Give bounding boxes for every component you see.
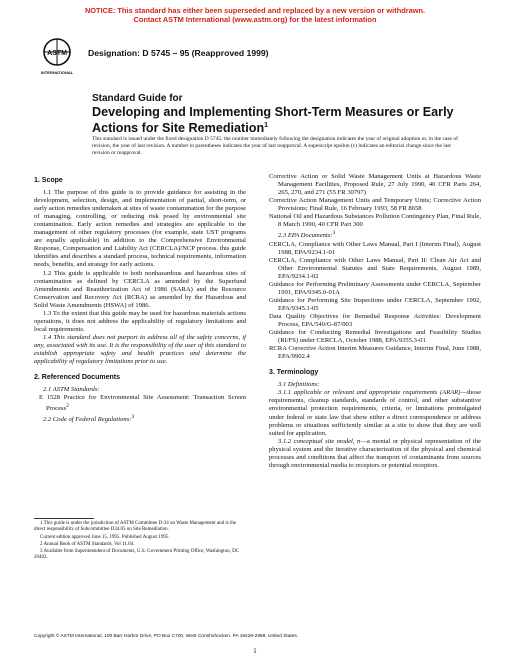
- epa-ref-6: Guidance for Conducting Remedial Investigations and Feasibility Studies (RI/FS) under CERCLA, October 1988, EPA/9355.3-01: [269, 329, 481, 345]
- footnote-1: 1 This guide is under the jurisdiction of ASTM Committee D-34 on Waste Management and is the direct responsibility of Subcommittee D34.05 on Site Remediation.: [34, 521, 237, 533]
- footnotes: [34, 518, 246, 563]
- svg-text:ASTM: ASTM: [47, 50, 67, 57]
- title-line-3-text: Actions for Site Remediation: [92, 121, 265, 136]
- term-3-1-1-text: —those requirements, cleanup standards, standards of control, and other substantive environmental protection requirements, criteria, or limitations promulgated under federal or state law that show either a direct correspondence or address problems or situations sufficiently similar at a site to show that they are well suited for application.: [269, 389, 481, 437]
- designation: Designation: D 5745 – 95 (Reapproved 1999): [88, 48, 269, 58]
- cfr-ref-1: Corrective Action or Solid Waste Management Units at Hazardous Waste Management Facilities, Proposed Rule, 27 July 1990, 40 CFR Parts 264, 265, 270, and 271 (55 FR 30797): [269, 173, 481, 197]
- ref-2-2-text: 2.2 Code of Federal Regulations:: [43, 416, 132, 424]
- scope-1-4: 1.4 This standard does not purport to address all of the safety concerns, if any, associated with its use. It is the responsibility of the user of this standard to establish appropriate safety and health practices and determine the applicability of regulatory limitations prior to use.: [34, 333, 246, 366]
- epa-heading-mark: 3: [332, 230, 336, 237]
- epa-ref-2: CERCLA, Compliance with Other Laws Manual, Part II: Clean Air Act and Other Environmental Statutes and State Requirements, August 1989, EPA/9234.1-02: [269, 256, 481, 280]
- epa-ref-4: Guidance for Performing Site Inspections under CERCLA, September 1992, EPA/9345.1-05: [269, 296, 481, 312]
- notice-line-1: NOTICE: This standard has either been superseded and replaced by a new version or withdrawn.: [84, 6, 426, 15]
- term-3-1-1: [269, 389, 481, 437]
- title-block: [92, 93, 472, 135]
- copyright: Copyright © ASTM International, 100 Barr Harbor Drive, PO Box C700, West Conshohocken, PA 19428-2959, United States.: [34, 634, 299, 639]
- scope-1-3: 1.3 To the extent that this guide may be used for hazardous materials actions operations, it does not address the applicability of regulatory limitations and local requirements.: [34, 309, 246, 333]
- referenced-heading: 2. Referenced Documents: [34, 374, 120, 382]
- epa-ref-7: RCRA Corrective Action Interim Measures Guidance, Interim Final, June 1988, EPA/9902.4: [269, 345, 481, 361]
- cfr-ref-2: Corrective Action Management Units and Temporary Units; Corrective Action Provisions; Final Rule, 16 February 1993, 58 FR 8658: [269, 197, 481, 213]
- title-line-3: [92, 119, 472, 135]
- footnote-rule: [34, 518, 94, 519]
- ref-2-2-mark: 3: [131, 414, 135, 421]
- astm-logo-icon: [40, 37, 74, 77]
- scope-1-2: 1.2 This guide is applicable to both nonhazardous and hazardous sites of contamination as defined by CERCLA as amended by the Superfund Amendments and Reauthorization Act of 1986 (SARA) and the Resource Conservation and Recovery Act (RCRA) as amended by the Hazardous and Solid Waste Amendments (HSWA) of 1986.: [34, 269, 246, 309]
- term-3-1-1-term: 3.1.1 applicable or relevant and appropriate requirements (ARAR): [278, 389, 461, 397]
- epa-ref-5: Data Quality Objectives for Remedial Response Activities: Development Process, EPA/540/G-87/003: [269, 312, 481, 329]
- epa-heading: [269, 229, 481, 240]
- ref-2-2: [34, 413, 246, 424]
- left-column: [34, 175, 246, 425]
- ref-2-1: 2.1 ASTM Standards:: [43, 386, 100, 394]
- footnote-2: 2 Annual Book of ASTM Standards, Vol 11.04.: [40, 541, 135, 547]
- scope-heading: 1. Scope: [34, 177, 63, 184]
- title-line-1: Standard Guide for: [92, 93, 183, 104]
- footnote-3: 3 Available from Superintendent of Documents, U.S. Government Printing Office, Washington, DC 20402.: [34, 549, 240, 561]
- issued-note: This standard is issued under the fixed designation D 5745; the number immediately following the designation indicates the year of original adoption or, in the case of revision, the year of last revision. A number in parentheses indicates the year of last reapproval. A superscript epsilon (ε) indicates an editorial change since the last revision or reapproval.: [92, 136, 458, 156]
- ref-e1528-text: E 1528 Practice for Environmental Site Assessment: Transaction Screen Process: [39, 394, 246, 413]
- scope-1-1: 1.1 The purpose of this guide is to provide guidance for assisting in the development, selection, design, and implementation of partial, short-term, or early action remedies undertaken at sites of waste contamination for the purpose of managing, controlling, or reducing risk posed by environmental site contamination. Early action remedies and strategies are applicable to the management of other regulatory processes (for example, state UST programs are equally applicable) in addition to the Comprehensive Environmental Response, Compensation and Liability Act (CERCLA)/NCP process. this guide identifies and describes a standard process, technical requirements, information needs, benefits, and strategy for early actions.: [34, 189, 246, 269]
- term-3-1: 3.1 Definitions:: [278, 381, 320, 389]
- cfr-ref-3: National Oil and Hazardous Substances Pollution Contingency Plan, Final Rule, 8 March 1990, 40 CFR Part 300: [269, 213, 481, 229]
- epa-heading-text: 2.3 EPA Documents:: [278, 232, 333, 240]
- svg-text:INTERNATIONAL: INTERNATIONAL: [40, 70, 74, 75]
- ref-e1528: [39, 394, 246, 413]
- footnote-1b: Current edition approved June 15, 1995. Published August 1995.: [40, 534, 170, 540]
- epa-ref-3: Guidance for Performing Preliminary Assessments under CERCLA, September 1991, EPA/9345.0-01A: [269, 280, 481, 296]
- terminology-heading: 3. Terminology: [269, 369, 319, 377]
- page-number: 1: [253, 648, 257, 655]
- epa-ref-1: CERCLA, Compliance with Other Laws Manual, Part I (Interim Final), August 1988, EPA/9234.1-01: [269, 240, 481, 256]
- title-footnote-mark: 1: [264, 122, 269, 129]
- title-line-2: Developing and Implementing Short-Term Measures or Early: [92, 105, 454, 119]
- term-3-1-2-text: —a mental or physical representation of the physical system and the iterative characterization of the physical and chemical processes and conditions that affect the transport of contaminants from sources through environmental media to receptors or potential receptors.: [269, 437, 481, 469]
- term-3-1-2: [269, 438, 481, 470]
- notice-line-2: Contact ASTM International (www.astm.org) for the latest information: [133, 15, 377, 24]
- ref-e1528-mark: 2: [66, 403, 69, 410]
- notice-banner: [0, 6, 510, 24]
- right-column: [269, 173, 481, 470]
- term-3-1-2-term: 3.1.2 conceptual site model, n: [278, 437, 361, 445]
